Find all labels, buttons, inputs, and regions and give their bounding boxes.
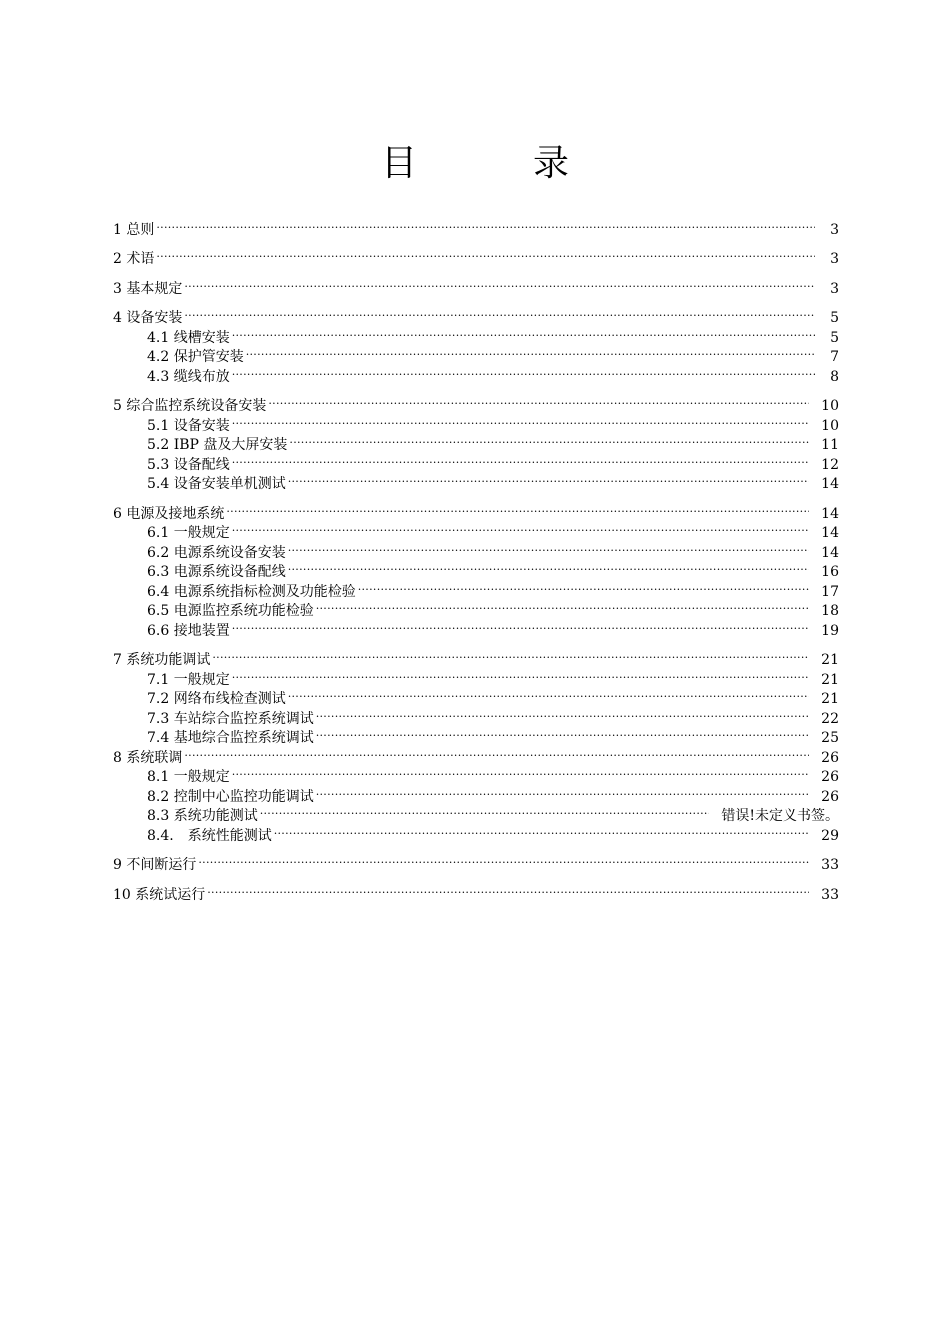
toc-entry-label: 9 不间断运行	[113, 857, 197, 873]
toc-entry[interactable]	[113, 801, 839, 824]
toc-entry-page: 5	[830, 329, 839, 346]
toc-entry[interactable]	[113, 410, 839, 434]
toc-entry-label: 6.3 电源系统设备配线	[147, 564, 286, 580]
toc-entry-page: 25	[821, 730, 839, 746]
toc-entry[interactable]	[113, 430, 839, 453]
dot-leader	[288, 557, 809, 577]
toc-entry-label: 7.3 车站综合监控系统调试	[147, 710, 314, 727]
toc-entry[interactable]	[113, 596, 839, 619]
toc-entry-page: 3	[830, 251, 839, 267]
toc-entry-page: 26	[821, 788, 839, 805]
toc-entry-label: 5.1 设备安装	[147, 417, 230, 434]
toc-entry[interactable]	[113, 742, 839, 766]
toc-entry-page: 21	[821, 671, 839, 688]
dot-leader	[198, 850, 809, 870]
toc-entry-page: 16	[821, 564, 839, 580]
toc-entry-page: 14	[821, 544, 839, 561]
toc-entry-page: 26	[821, 769, 839, 785]
toc-entry-label: 6.1 一般规定	[147, 525, 230, 541]
dot-leader	[212, 645, 809, 665]
toc-entry-page: 10	[821, 417, 839, 434]
toc-entry-page: 21	[821, 652, 839, 668]
dot-leader	[232, 361, 815, 381]
toc-entry-page: 17	[821, 583, 839, 600]
toc-entry[interactable]	[113, 684, 839, 707]
toc-entry-page: 18	[821, 603, 839, 619]
toc-entry-page: 33	[821, 857, 839, 873]
toc-entry-page: 21	[821, 691, 839, 707]
toc-entry[interactable]	[113, 537, 839, 561]
dot-leader	[232, 664, 809, 684]
toc-entry-label: 4.2 保护管安装	[147, 349, 244, 365]
toc-entry-page: 14	[821, 505, 839, 522]
dot-leader	[358, 576, 809, 596]
toc-entry[interactable]	[113, 391, 839, 414]
dot-leader	[232, 615, 809, 635]
toc-entry[interactable]	[113, 469, 839, 492]
toc-entry[interactable]	[113, 273, 839, 297]
toc-entry[interactable]	[113, 820, 839, 844]
toc-list	[113, 214, 839, 903]
dot-leader	[156, 214, 815, 234]
toc-entry[interactable]	[113, 449, 839, 473]
dot-leader	[232, 410, 809, 430]
toc-entry-page: 12	[821, 456, 839, 473]
dot-leader	[260, 801, 710, 821]
toc-entry[interactable]	[113, 576, 839, 600]
toc-entry-label: 2 术语	[113, 251, 155, 267]
toc-entry[interactable]	[113, 322, 839, 346]
toc-entry-label: 8.3 系统功能测试	[147, 808, 258, 824]
toc-entry[interactable]	[113, 615, 839, 639]
toc-entry-label: 4 设备安装	[113, 310, 183, 326]
toc-entry-page: 11	[821, 437, 839, 453]
toc-entry-label: 5.2 IBP 盘及大屏安装	[147, 437, 288, 453]
toc-entry-label: 10 系统试运行	[113, 886, 206, 903]
dot-leader	[316, 703, 809, 723]
toc-entry-label: 3 基本规定	[113, 280, 183, 297]
dot-leader	[232, 322, 815, 342]
toc-entry[interactable]	[113, 498, 839, 522]
dot-leader	[232, 449, 809, 469]
toc-entry-label: 7 系统功能调试	[113, 652, 211, 668]
toc-entry-label: 7.2 网络布线检查测试	[147, 691, 286, 707]
toc-entry-page: 14	[821, 476, 839, 492]
toc-entry-label: 8.2 控制中心监控功能调试	[147, 788, 314, 805]
toc-entry-label: 6.5 电源监控系统功能检验	[147, 603, 314, 619]
toc-entry[interactable]	[113, 361, 839, 385]
dot-leader	[288, 537, 809, 557]
toc-entry[interactable]	[113, 723, 839, 746]
toc-entry[interactable]	[113, 762, 839, 785]
toc-entry[interactable]	[113, 518, 839, 541]
toc-entry-page: 14	[821, 525, 839, 541]
dot-leader	[184, 303, 815, 323]
toc-entry-label: 6 电源及接地系统	[113, 505, 225, 522]
toc-entry-page: 8	[830, 368, 839, 385]
dot-leader	[288, 469, 809, 489]
toc-entry-label: 7.4 基地综合监控系统调试	[147, 730, 314, 746]
toc-entry-label: 4.3 缆线布放	[147, 368, 230, 385]
toc-entry-label: 5.3 设备配线	[147, 456, 230, 473]
dot-leader	[232, 762, 809, 782]
dot-leader	[226, 498, 809, 518]
dot-leader	[288, 684, 809, 704]
toc-entry-label: 6.2 电源系统设备安装	[147, 544, 286, 561]
toc-entry-label: 8 系统联调	[113, 749, 183, 766]
dot-leader	[246, 342, 815, 362]
dot-leader	[232, 518, 809, 538]
toc-entry-label: 4.1 线槽安装	[147, 329, 230, 346]
toc-entry-page: 22	[821, 710, 839, 727]
toc-entry-page: 3	[830, 280, 839, 297]
dot-leader	[184, 273, 815, 293]
toc-entry-label: 7.1 一般规定	[147, 671, 230, 688]
dot-leader	[316, 596, 809, 616]
toc-entry-page: 5	[830, 310, 839, 326]
toc-entry[interactable]	[113, 703, 839, 727]
toc-entry-page: 33	[821, 886, 839, 903]
toc-entry-page: 7	[830, 349, 839, 365]
toc-entry[interactable]	[113, 781, 839, 805]
toc-entry-page: 3	[830, 221, 839, 238]
toc-entry[interactable]	[113, 645, 839, 668]
dot-leader	[274, 820, 809, 840]
toc-entry[interactable]	[113, 342, 839, 365]
toc-entry[interactable]	[113, 244, 839, 267]
dot-leader	[316, 781, 809, 801]
toc-entry-label: 6.6 接地装置	[147, 622, 230, 639]
toc-entry-label: 8.4. 系统性能测试	[147, 827, 272, 844]
toc-entry[interactable]	[113, 879, 839, 903]
toc-title: 目 录	[380, 143, 609, 184]
dot-leader	[268, 391, 809, 411]
toc-entry-page: 26	[821, 749, 839, 766]
toc-entry-page: 29	[821, 827, 839, 844]
toc-entry[interactable]	[113, 214, 839, 238]
toc-entry-label: 6.4 电源系统指标检测及功能检验	[147, 583, 356, 600]
toc-entry-label: 5.4 设备安装单机测试	[147, 476, 286, 492]
toc-entry-page: 10	[821, 398, 839, 414]
toc-entry-page: 19	[821, 622, 839, 639]
toc-entry-label: 1 总则	[113, 221, 155, 238]
dot-leader	[316, 723, 809, 743]
toc-entry[interactable]	[113, 850, 839, 873]
dot-leader	[207, 879, 809, 899]
toc-entry-page-error: 错误!未定义书签。	[721, 808, 839, 824]
dot-leader	[184, 742, 809, 762]
toc-entry-label: 8.1 一般规定	[147, 769, 230, 785]
dot-leader	[156, 244, 815, 264]
toc-entry[interactable]	[113, 303, 839, 326]
toc-entry[interactable]	[113, 557, 839, 580]
toc-entry-label: 5 综合监控系统设备安装	[113, 398, 267, 414]
dot-leader	[289, 430, 809, 450]
toc-entry[interactable]	[113, 664, 839, 688]
